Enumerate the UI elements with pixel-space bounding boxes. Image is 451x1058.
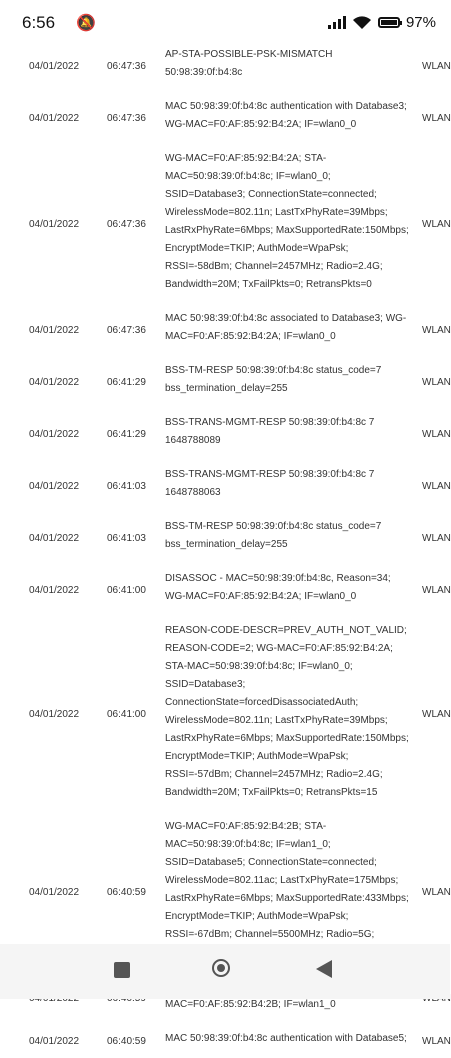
log-source: WLAN [422, 376, 451, 388]
log-time: 06:40:59 [107, 886, 146, 898]
log-date: 04/01/2022 [29, 112, 80, 124]
log-source: WLAN [422, 324, 451, 336]
log-row [0, 512, 450, 564]
log-message: REASON-CODE-DESCR=PREV_AUTH_NOT_VALID; REASON-CODE=2; WG-MAC=F0:AF:85:92:B4:2A; STA-MAC=50:98:39:0f:b4:8c; IF=wlan0_0; SSID=Database3; ConnectionState=forcedDisassociatedAuth; WirelessMode=802.11n; LastTxPhyRate=39Mbps; LastRxPhyRate=6Mbps; MaxSupportedRate:150Mbps; EncryptMode=TKIP; AuthMode=WpaPsk; RSSI=-57dBm; Channel=2457MHz; Radio=2.4G; Bandwidth=20M; TxFailPkts=0; RetransPkts=15 [165, 625, 409, 798]
log-date: 04/01/2022 [29, 480, 80, 492]
log-source: WLAN [422, 584, 451, 596]
log-time: 06:40:59 [107, 1035, 146, 1047]
log-date: 04/01/2022 [29, 376, 80, 388]
log-message: MAC=F0:AF:85:92:B4:2B; IF=wlan1_0 [165, 999, 336, 1010]
log-time: 06:47:36 [107, 112, 146, 124]
square-icon[interactable] [114, 962, 130, 978]
log-message: DISASSOC - MAC=50:98:39:0f:b4:8c, Reason=34; WG-MAC=F0:AF:85:92:B4:2A; IF=wlan0_0 [165, 573, 391, 602]
log-source: WLAN [422, 886, 451, 898]
log-message: BSS-TM-RESP 50:98:39:0f:b4:8c status_code=7 bss_termination_delay=255 [165, 521, 382, 550]
status-bar [0, 0, 450, 44]
log-time: 06:47:36 [107, 324, 146, 336]
log-message: MAC 50:98:39:0f:b4:8c authentication with Database5; [165, 1033, 407, 1044]
battery-percent: 97% [405, 13, 436, 31]
log-message: MAC 50:98:39:0f:b4:8c authentication with Database3; WG-MAC=F0:AF:85:92:B4:2A; IF=wlan0_0 [165, 101, 407, 130]
log-date: 04/01/2022 [29, 428, 80, 440]
log-time: 06:41:00 [107, 584, 146, 596]
log-source: WLAN [422, 480, 451, 492]
cell-signal-icon [328, 15, 346, 29]
log-date: 04/01/2022 [29, 60, 80, 72]
log-date: 04/01/2022 [29, 532, 80, 544]
log-time: 06:41:29 [107, 428, 146, 440]
log-source: WLAN [422, 428, 451, 440]
log-source: WLAN [422, 112, 451, 124]
log-date: 04/01/2022 [29, 324, 80, 336]
log-row [0, 92, 450, 144]
log-row [0, 408, 450, 460]
log-source: WLAN [422, 60, 451, 72]
log-message: WG-MAC=F0:AF:85:92:B4:2B; STA-MAC=50:98:39:0f:b4:8c; IF=wlan1_0; SSID=Database5; ConnectionState=connected; WirelessMode=802.11ac; LastTxPhyRate=175Mbps; LastRxPhyRate=6Mbps; MaxSupportedRate:433Mbps; EncryptMode=TKIP; AuthMode=WpaPsk; RSSI=-67dBm; Channel=5500MHz; Radio=5G; [165, 821, 409, 940]
log-row [0, 1024, 450, 1058]
log-source: WLAN [422, 1035, 451, 1047]
status-icons [328, 12, 436, 32]
circle-icon[interactable] [212, 959, 230, 977]
log-message: MAC 50:98:39:0f:b4:8c associated to Database3; WG-MAC=F0:AF:85:92:B4:2A; IF=wlan0_0 [165, 313, 407, 342]
wifi-icon [352, 15, 372, 30]
triangle-back-icon[interactable] [316, 960, 332, 978]
bell-off-icon: 🔕 [76, 15, 96, 32]
log-message: BSS-TRANS-MGMT-RESP 50:98:39:0f:b4:8c 7 1648788089 [165, 417, 375, 446]
log-table [0, 40, 450, 1058]
log-time: 06:41:00 [107, 708, 146, 720]
status-time: 6:56 [22, 13, 56, 32]
log-row [0, 460, 450, 512]
log-time: 06:47:36 [107, 218, 146, 230]
log-time: 06:41:29 [107, 376, 146, 388]
log-message: BSS-TRANS-MGMT-RESP 50:98:39:0f:b4:8c 7 1648788063 [165, 469, 375, 498]
log-list[interactable] [0, 40, 451, 1047]
log-row [0, 356, 450, 408]
battery-icon [378, 17, 400, 28]
log-source: WLAN [422, 532, 451, 544]
log-date: 04/01/2022 [29, 584, 80, 596]
log-row [0, 40, 450, 92]
log-message: AP-STA-POSSIBLE-PSK-MISMATCH 50:98:39:0f:b4:8c [165, 49, 333, 78]
log-row [0, 144, 450, 304]
log-date: 04/01/2022 [29, 218, 80, 230]
log-row [0, 616, 450, 812]
navigation-bar [0, 944, 450, 999]
log-date: 04/01/2022 [29, 1035, 80, 1047]
log-date: 04/01/2022 [29, 708, 80, 720]
log-message: WG-MAC=F0:AF:85:92:B4:2A; STA-MAC=50:98:39:0f:b4:8c; IF=wlan0_0; SSID=Database3; ConnectionState=connected; WirelessMode=802.11n; LastTxPhyRate=39Mbps; LastRxPhyRate=6Mbps; MaxSupportedRate:150Mbps; EncryptMode=TKIP; AuthMode=WpaPsk; RSSI=-58dBm; Channel=2457MHz; Radio=2.4G; Bandwidth=20M; TxFailPkts=0; RetransPkts=0 [165, 153, 409, 290]
log-date: 04/01/2022 [29, 886, 80, 898]
log-row [0, 304, 450, 356]
log-message: BSS-TM-RESP 50:98:39:0f:b4:8c status_code=7 bss_termination_delay=255 [165, 365, 382, 394]
log-time: 06:47:36 [107, 60, 146, 72]
log-source: WLAN [422, 708, 451, 720]
log-source: WLAN [422, 218, 451, 230]
log-time: 06:41:03 [107, 480, 146, 492]
log-time: 06:41:03 [107, 532, 146, 544]
log-row [0, 564, 450, 616]
